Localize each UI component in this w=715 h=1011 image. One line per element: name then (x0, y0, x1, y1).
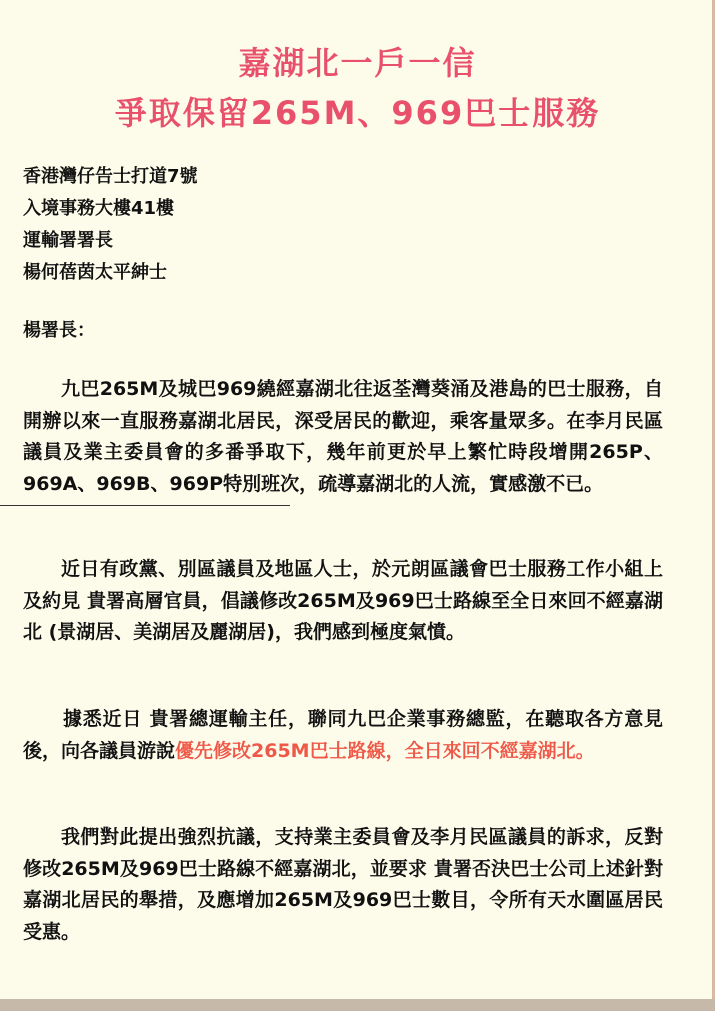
paragraph-2: 近日有政黨、別區議員及地區人士，於元朗區議會巴士服務工作小組上及約見 貴署高層官員，倡議修改265M及969巴士路線至全日來回不經嘉湖北 (景湖居、美湖居及麗湖居)，我們感到極度氣憤。 (23, 558, 663, 643)
address-line-3: 運輸署署長 (23, 230, 113, 251)
address-line-2: 入境事務大樓41樓 (23, 198, 175, 219)
salutation: 楊署長： (23, 320, 95, 341)
paragraph-3-text: 據悉近日 貴署總運輸主任，聯同九巴企業事務總監，在聽取各方意見後，向各議員游說 (23, 708, 663, 762)
letter-subtitle: 爭取保留265M、969巴士服務 (114, 94, 601, 132)
address-line-1: 香港灣仔告士打道7號 (23, 166, 198, 187)
address-line-4: 楊何蓓茵太平紳士 (23, 262, 167, 283)
paper-edge (0, 999, 715, 1011)
paragraph-1: 九巴265M及城巴969繞經嘉湖北往返荃灣葵涌及港島的巴士服務，自開辦以來一直服務嘉湖北居民，深受居民的歡迎，乘客量眾多。在李月民區議員及業主委員會的多番爭取下，幾年前更於早上繁忙時段增開265P、969A、969B、969P特別班次，疏導嘉湖北的人流，實感激不已。 (23, 378, 663, 495)
letter-title: 嘉湖北一戶一信 (238, 44, 477, 82)
paragraph-3 (23, 704, 663, 767)
divider-line (0, 505, 290, 506)
paragraph-3-highlight: 優先修改265M巴士路線，全日來回不經嘉湖北。 (175, 739, 595, 762)
paragraph-4: 我們對此提出強烈抗議，支持業主委員會及李月民區議員的訴求，反對修改265M及969巴士路線不經嘉湖北，並要求 貴署否決巴士公司上述針對嘉湖北居民的舉措，及應增加265M及969巴士數目，令所有天水圍區居民受惠。 (23, 826, 663, 943)
